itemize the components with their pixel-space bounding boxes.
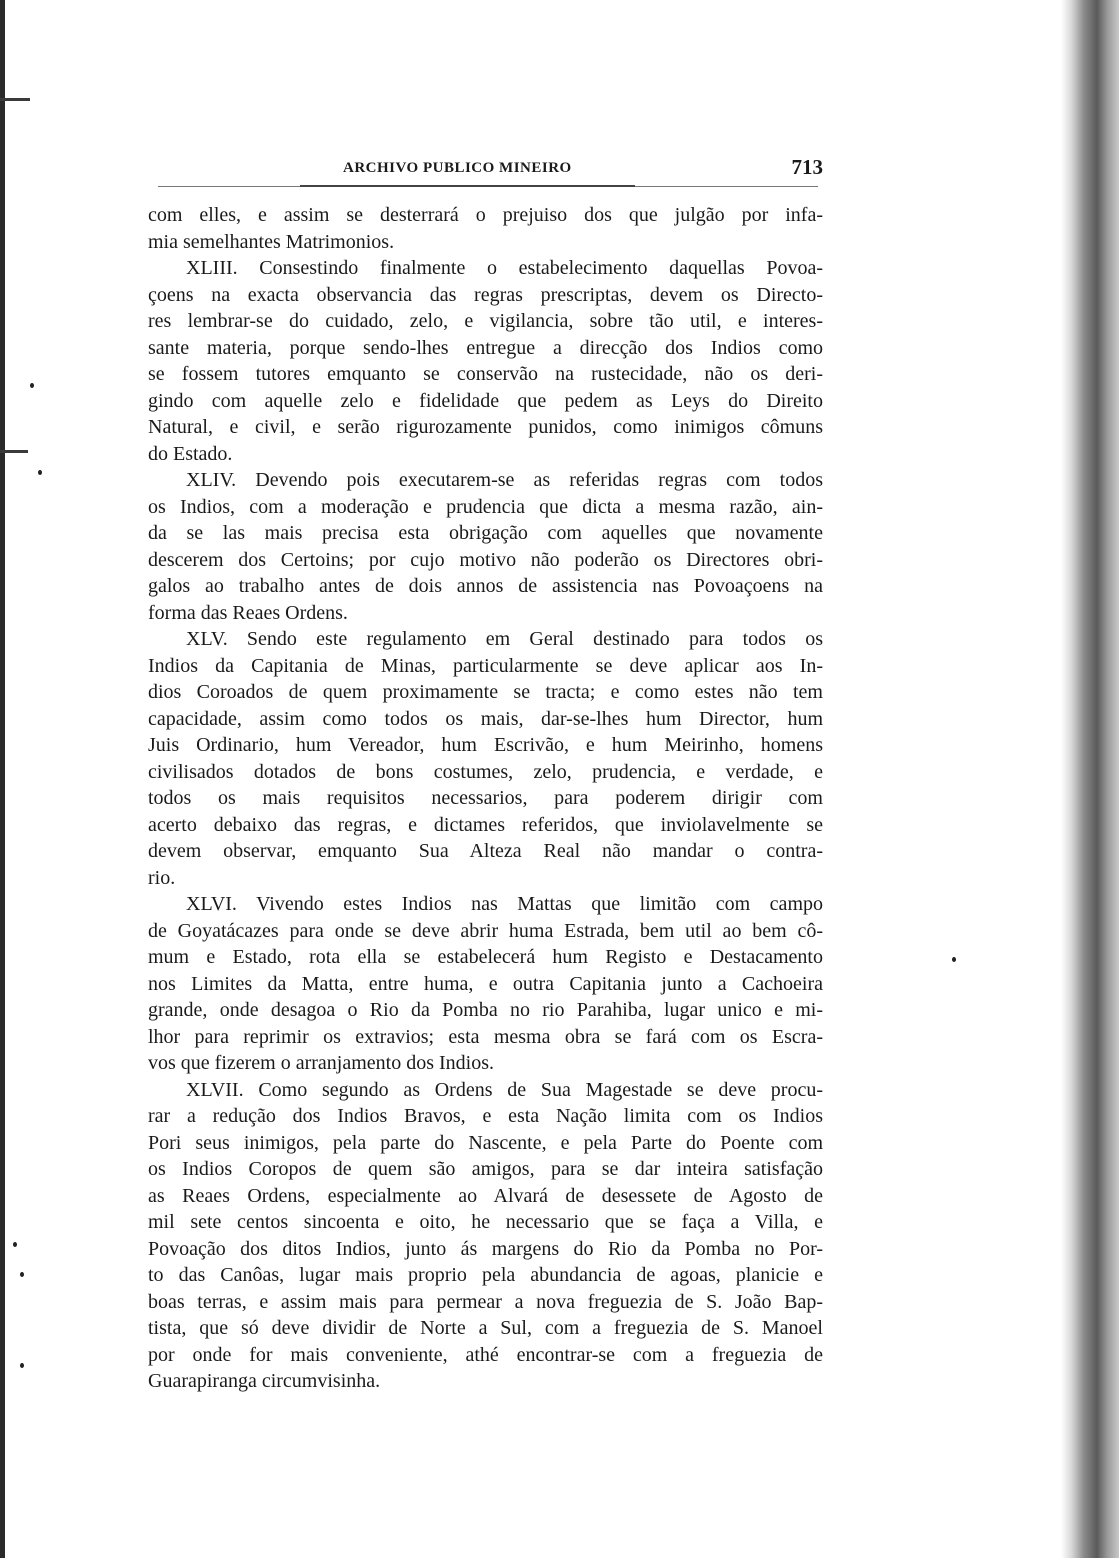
paragraph-first-line: XLIII. Consestindo finalmente o estabelecimento daquellas Povoa-	[186, 257, 823, 279]
text-line: forma das Reaes Ordens.	[148, 601, 348, 624]
text-line: todos os mais requisitos necessarios, para poderem dirigir com	[148, 787, 823, 809]
text-line: Juis Ordinario, hum Vereador, hum Escrivão, e hum Meirinho, homens	[148, 734, 823, 756]
scan-edge-left	[0, 0, 5, 1558]
text-line: çoens na exacta observancia das regras prescriptas, devem os Directo-	[148, 283, 823, 306]
text-line: mia semelhantes Matrimonios.	[148, 230, 395, 253]
text-line: de Goyatácazes para onde se deve abrir huma Estrada, bem util ao bem cô-	[148, 919, 823, 942]
text-line: descerem dos Certoins; por cujo motivo não poderão os Directores obri-	[148, 548, 823, 571]
text-line: lhor para reprimir os extravios; esta mesma obra se fará com os Escra-	[148, 1025, 823, 1048]
body-text	[148, 202, 823, 1395]
text-line: res lembrar-se do cuidado, zelo, e vigilancia, sobre tão util, e interes-	[148, 310, 823, 332]
text-line: dios Coroados de quem proximamente se tracta; e como estes não tem	[148, 681, 823, 703]
scan-speck	[952, 957, 956, 962]
text-line: galos ao trabalho antes de dois annos de assistencia nas Povoaçoens na	[148, 575, 823, 597]
paragraph-first-line: XLVI. Vivendo estes Indios nas Mattas que limitão com campo	[186, 893, 823, 915]
text-line: nos Limites da Matta, entre huma, e outra Capitania junto a Cachoeira	[148, 972, 823, 995]
page-number: 713	[791, 155, 823, 179]
text-line: tista, que só deve dividir de Norte a Sul, com a freguezia de S. Manoel	[148, 1317, 823, 1339]
paragraph-first-line: XLIV. Devendo pois executarem-se as referidas regras com todos	[186, 469, 823, 491]
text-line: da se las mais precisa esta obrigação com aquelles que novamente	[148, 522, 823, 544]
header-rule-center	[300, 185, 635, 187]
scan-speck	[20, 1363, 24, 1368]
text-line: os Indios, com a moderação e prudencia que dicta a mesma razão, ain-	[148, 495, 823, 518]
text-line: Povoação dos ditos Indios, junto ás margens do Rio da Pomba no Por-	[148, 1237, 823, 1260]
running-head	[148, 155, 823, 185]
text-line: acerto debaixo das regras, e dictames referidos, que inviolavelmente se	[148, 813, 823, 836]
running-head-title: ARCHIVO PUBLICO MINEIRO	[343, 160, 572, 176]
text-line: rar a redução dos Indios Bravos, e esta Nação limita com os Indios	[148, 1105, 823, 1127]
text-line: grande, onde desagoa o Rio da Pomba no rio Parahiba, lugar unico e mi-	[148, 999, 823, 1021]
text-line: gindo com aquelle zelo e fidelidade que pedem as Leys do Direito	[148, 389, 823, 412]
text-line: mum e Estado, rota ella se estabelecerá hum Registo e Destacamento	[148, 946, 823, 968]
scan-mark	[0, 450, 28, 453]
scan-speck	[30, 383, 34, 388]
scan-edge-right	[1061, 0, 1119, 1558]
text-line: do Estado.	[148, 442, 233, 465]
text-line: to das Canôas, lugar mais proprio pela abundancia de agoas, planicie e	[148, 1264, 823, 1286]
text-line: rio.	[148, 866, 176, 889]
scan-speck	[38, 470, 42, 475]
scan-speck	[20, 1272, 24, 1277]
text-line: Indios da Capitania de Minas, particularmente se deve aplicar aos In-	[148, 654, 823, 677]
text-line: os Indios Coropos de quem são amigos, para se dar inteira satisfação	[148, 1158, 823, 1180]
text-line: Pori seus inimigos, pela parte do Nascente, e pela Parte do Poente com	[148, 1131, 823, 1154]
text-line: Guarapiranga circumvisinha.	[148, 1370, 381, 1392]
scan-mark	[0, 98, 30, 101]
text-line: se fossem tutores emquanto se conservão na rustecidade, não os deri-	[148, 363, 823, 385]
text-line: mil sete centos sincoenta e oito, he necessario que se faça a Villa, e	[148, 1211, 823, 1233]
text-line: Natural, e civil, e serão rigurozamente punidos, como inimigos cômuns	[148, 416, 823, 438]
text-line: vos que fizerem o arranjamento dos Indios.	[148, 1052, 495, 1074]
paragraph-first-line: XLVII. Como segundo as Ordens de Sua Magestade se deve procu-	[186, 1078, 823, 1101]
text-line: sante materia, porque sendo-lhes entregue a direcção dos Indios como	[148, 336, 823, 359]
text-line: por onde for mais conveniente, athé encontrar-se com a freguezia de	[148, 1343, 823, 1366]
scan-speck	[13, 1242, 17, 1247]
text-line: capacidade, assim como todos os mais, dar-se-lhes hum Director, hum	[148, 707, 823, 730]
text-line: boas terras, e assim mais para permear a nova freguezia de S. João Bap-	[148, 1290, 823, 1313]
text-line: devem observar, emquanto Sua Alteza Real não mandar o contra-	[148, 840, 823, 862]
text-line: as Reaes Ordens, especialmente ao Alvará de desessete de Agosto de	[148, 1184, 823, 1207]
text-line: civilisados dotados de bons costumes, zelo, prudencia, e verdade, e	[148, 760, 823, 783]
paragraph-first-line: XLV. Sendo este regulamento em Geral destinado para todos os	[186, 628, 823, 650]
text-line: com elles, e assim se desterrará o prejuiso dos que julgão por infa-	[148, 204, 823, 226]
